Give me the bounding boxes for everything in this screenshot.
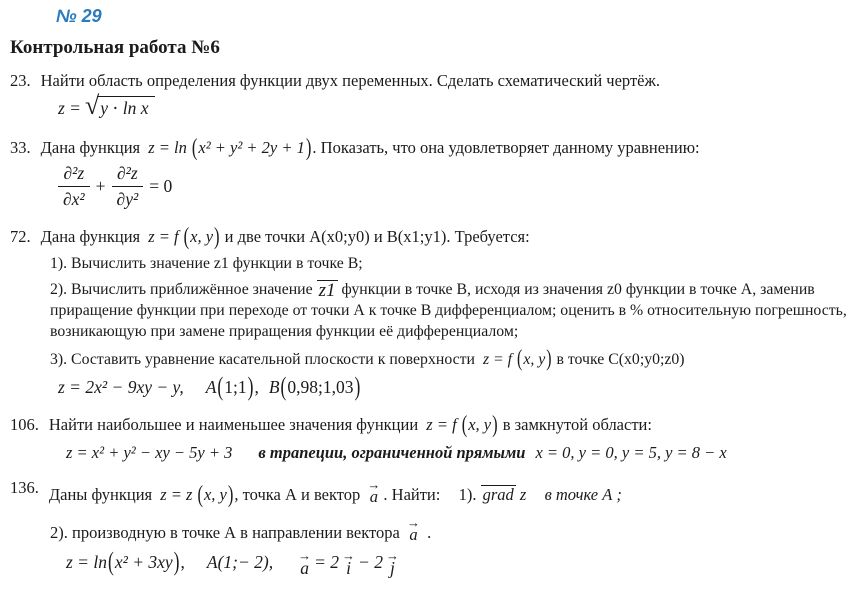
formula-main: z = x² + y² − xy − 5y + 3 (66, 443, 233, 463)
radicand: y ⋅ ln x (97, 96, 154, 120)
right-paren: ) (173, 546, 180, 577)
fraction-2 (112, 163, 144, 212)
sub2-pre: 2). Вычислить приближённое значение (50, 281, 313, 299)
point-b-label: B (268, 376, 280, 397)
vector-j (386, 549, 399, 578)
left-paren: ( (197, 479, 203, 508)
right-paren: ) (305, 132, 312, 161)
function-args: x, y (468, 414, 492, 434)
problem-72 (10, 221, 861, 251)
left-paren: ( (280, 370, 287, 401)
problem-33-equation (58, 163, 861, 212)
problem-136-formula (66, 546, 861, 579)
vector-letter: a (369, 487, 379, 507)
vector-letter: j (390, 558, 395, 579)
problem-106 (10, 409, 861, 438)
problem-72-number: 72. (10, 227, 31, 247)
point-a-label: A (205, 376, 217, 397)
vector-letter: a (300, 558, 309, 579)
problem-33-pre: Дана функция (40, 137, 141, 157)
problem-72-post: и две точки А(x0;y0) и В(x1;y1). Требуется: (224, 227, 530, 247)
function-head: z = f (482, 351, 513, 369)
function-args: x, y (190, 227, 214, 247)
minus-two: − 2 (358, 552, 383, 573)
sub2-pre: 2). производную в точке А в направлении вектора (50, 522, 400, 542)
formula-lhs: z = (58, 97, 81, 118)
sub1-post: в точке А ; (544, 484, 622, 504)
left-paren: ( (517, 346, 523, 372)
problem-72-sub2 (50, 280, 861, 342)
vector-arrow-icon: → (367, 477, 381, 493)
problem-136-text (49, 478, 861, 506)
right-paren: ) (354, 370, 361, 401)
formula-inner: x² + 3xy (114, 552, 173, 573)
problem-23-text: Найти область определения функции двух переменных. Сделать схематический чертёж. (40, 71, 661, 91)
left-paren: ( (191, 132, 198, 161)
grad-overlined: grad (482, 484, 514, 504)
problem-136-mid2: . Найти: (383, 484, 441, 504)
vector-arrow-icon: → (298, 548, 312, 564)
problem-136-pre: Даны функция (48, 484, 153, 504)
problem-72-formula (58, 370, 861, 401)
vector-letter: i (346, 558, 351, 579)
left-paren: ( (107, 546, 114, 577)
problem-136-mid: , точка А и вектор (234, 484, 361, 504)
equals-two: = 2 (314, 552, 340, 573)
function-args: x, y (523, 351, 546, 369)
problem-72-text (40, 221, 861, 251)
point-a: A(1;− 2), (206, 552, 274, 573)
vector-a (298, 549, 311, 578)
problem-72-pre: Дана функция (40, 227, 141, 247)
right-paren: ) (214, 221, 220, 251)
problem-23-formula (58, 90, 861, 122)
separator: , (254, 376, 259, 397)
sub2-post: функции в точке В, исходя из значения z0 функции в точке А, заменив приращение функции при переходе от точки А к точке В дифференциалом; оценить в % относительную погрешность, возникающую при замене приращения функции её дифференциалом; (50, 281, 847, 340)
problem-23-number: 23. (10, 71, 31, 91)
left-paren: ( (183, 221, 190, 251)
boundary-lines: x = 0, y = 0, y = 5, y = 8 − x (535, 443, 727, 463)
point-b-coords: 0,98;1,03 (287, 376, 354, 397)
function-args: x, y (203, 484, 227, 504)
problem-33 (10, 132, 861, 161)
formula-inner: x² + y² + 2y + 1 (198, 137, 305, 157)
page-title: Контрольная работа №6 (10, 36, 220, 58)
problem-23 (10, 71, 861, 92)
vector-arrow-icon: → (342, 548, 356, 564)
right-paren: ) (492, 409, 498, 438)
fraction-1 (58, 163, 90, 212)
problem-72-sub1: 1). Вычислить значение z1 функции в точке В; (50, 254, 363, 272)
left-paren: ( (461, 409, 468, 438)
sub1-number: 1). (458, 484, 477, 504)
problem-33-number: 33. (10, 137, 31, 157)
fraction-2-numerator: ∂²z (117, 162, 138, 183)
point-a-coords: 1;1 (224, 376, 247, 397)
overlined-z1: z1 (318, 280, 336, 302)
formula-lhs: z = ln (148, 137, 187, 157)
problem-72-sub3 (50, 346, 861, 372)
left-paren: ( (217, 370, 224, 401)
right-paren: ) (546, 346, 552, 372)
vector-arrow-icon: → (385, 548, 399, 564)
formula-lhs: z = ln (66, 552, 107, 573)
problem-33-post: . Показать, что она удовлетворяет данному уравнению: (312, 137, 700, 157)
vector-a (407, 516, 420, 544)
sub2-end: . (427, 522, 432, 542)
right-paren: ) (227, 479, 234, 508)
problem-136-sub2 (50, 516, 861, 544)
vector-i (342, 549, 355, 578)
radical-icon: √ (85, 90, 100, 120)
vector-letter: a (409, 524, 418, 544)
problem-106-post: в замкнутой области: (502, 414, 652, 434)
problem-136-number: 136. (10, 478, 39, 498)
right-paren: ) (247, 370, 254, 401)
sqrt-expression (85, 90, 155, 122)
function-head: z = f (426, 414, 457, 434)
grad-variable: z (519, 484, 527, 504)
function-head: z = z (160, 484, 193, 504)
vector-a (367, 478, 380, 506)
fraction-2-denominator: ∂y² (112, 186, 144, 211)
fraction-1-numerator: ∂²z (63, 162, 85, 183)
fraction-1-denominator: ∂x² (58, 186, 90, 211)
problem-33-text (40, 132, 861, 161)
sub3-post: в точке С(x0;y0;z0) (556, 351, 685, 369)
problem-106-pre: Найти наибольшее и наименьшее значения функции (48, 414, 419, 434)
problem-106-text (48, 409, 861, 438)
plus-operator: + (95, 175, 106, 196)
equation-rhs: = 0 (149, 175, 173, 196)
function-head: z = f (148, 227, 179, 247)
problem-136 (10, 478, 861, 506)
sub3-pre: 3). Составить уравнение касательной плоскости к поверхности (50, 351, 475, 369)
region-condition: в трапеции, ограниченной прямыми (258, 443, 526, 463)
variant-number: № 29 (56, 6, 102, 26)
formula-main: z = 2x² − 9xy − y, (58, 376, 184, 397)
comma: , (180, 552, 185, 573)
problem-106-formula (66, 443, 861, 464)
problem-106-number: 106. (10, 414, 39, 434)
vector-arrow-icon: → (406, 514, 420, 530)
